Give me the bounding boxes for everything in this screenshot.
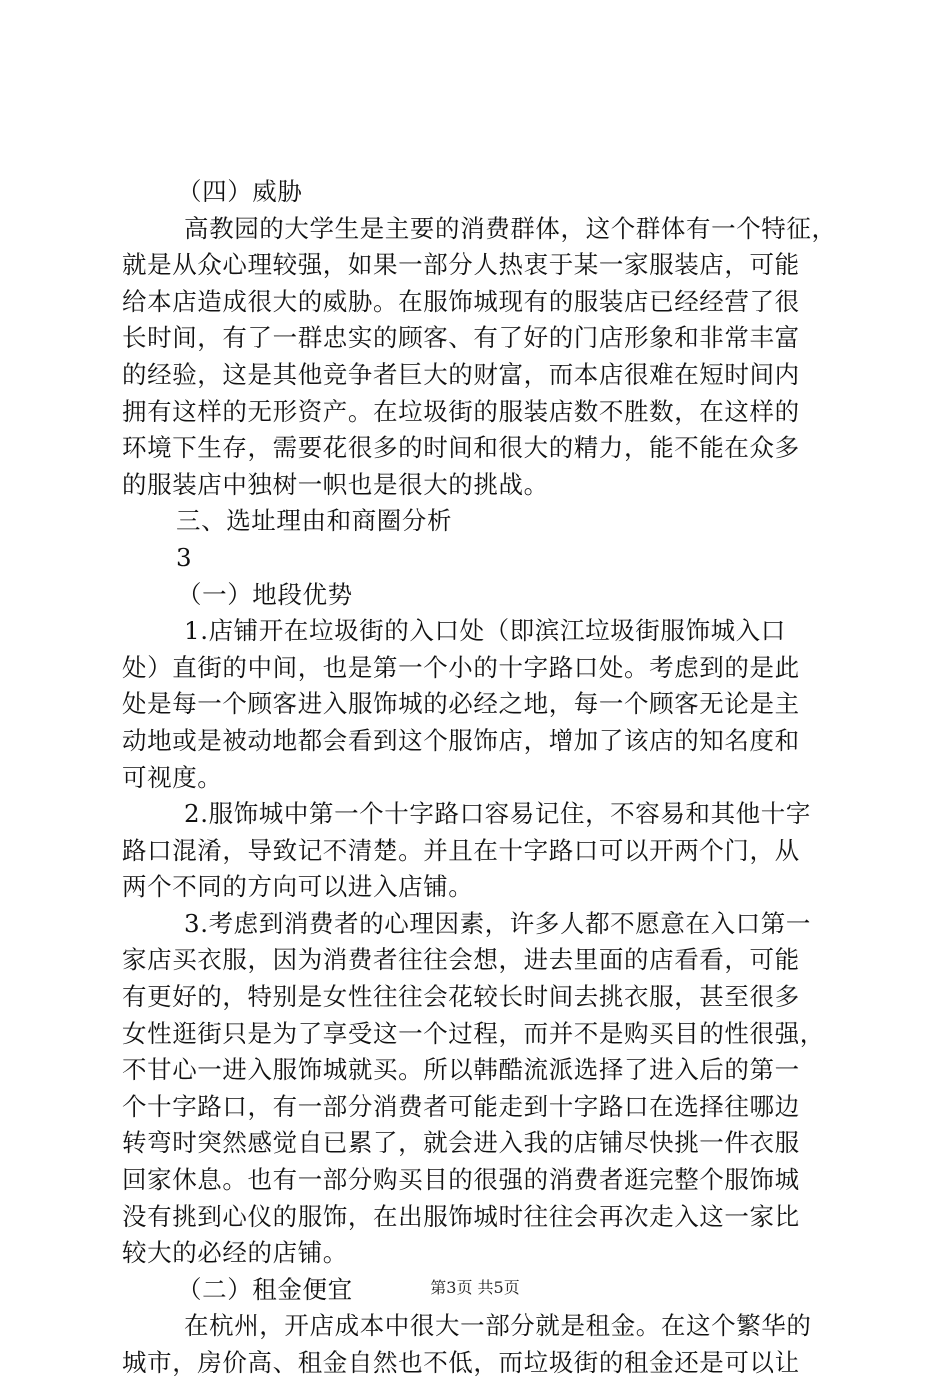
text-line: 家店买衣服，因为消费者往往会想，进去里面的店看看，可能	[122, 945, 800, 975]
text-line: 长时间，有了一群忠实的顾客、有了好的门店形象和非常丰富	[122, 323, 800, 353]
text-line: 女性逛街只是为了享受这一个过程，而并不是购买目的性很强，	[122, 1018, 825, 1048]
text-line: 处是每一个顾客进入服饰城的必经之地，每一个顾客无论是主	[122, 689, 800, 719]
text-line: 3.考虑到消费者的心理因素，许多人都不愿意在入口第一	[184, 908, 811, 938]
text-line: 的经验，这是其他竞争者巨大的财富，而本店很难在短时间内	[122, 359, 800, 389]
text-line: 三、选址理由和商圈分析	[176, 506, 453, 536]
text-line: 的服装店中独树一帜也是很大的挑战。	[122, 469, 549, 499]
text-line: 城市，房价高、租金自然也不低，而垃圾街的租金还是可以让	[122, 1348, 800, 1377]
text-line: 不甘心一进入服饰城就买。所以韩酷流派选择了进入后的第一	[122, 1055, 800, 1085]
text-line: （二）租金便宜	[177, 1274, 353, 1304]
text-line: （一）地段优势	[177, 579, 353, 609]
text-line: 处）直街的中间，也是第一个小的十字路口处。考虑到的是此	[122, 652, 800, 682]
text-line: 较大的必经的店铺。	[122, 1238, 348, 1268]
text-line: 给本店造成很大的威胁。在服饰城现有的服装店已经经营了很	[122, 286, 800, 316]
text-line: 3	[176, 542, 193, 572]
text-line: （四）威胁	[177, 177, 303, 206]
text-line: 高教园的大学生是主要的消费群体，这个群体有一个特征，	[184, 213, 837, 243]
text-line: 1.店铺开在垃圾街的入口处（即滨江垃圾街服饰城入口	[184, 616, 786, 646]
text-line: 有更好的，特别是女性往往会花较长时间去挑衣服，甚至很多	[122, 982, 800, 1012]
text-line: 路口混淆，导致记不清楚。并且在十字路口可以开两个门，从	[122, 835, 800, 865]
text-line: 环境下生存，需要花很多的时间和很大的精力，能不能在众多	[122, 433, 800, 463]
text-line: 2.服饰城中第一个十字路口容易记住，不容易和其他十字	[184, 799, 811, 829]
text-line: 转弯时突然感觉自已累了，就会进入我的店铺尽快挑一件衣服	[122, 1128, 800, 1158]
text-line: 两个不同的方向可以进入店铺。	[122, 872, 474, 902]
document-body	[122, 174, 837, 1382]
text-line: 就是从众心理较强，如果一部分人热衷于某一家服装店，可能	[122, 250, 800, 280]
text-line: 在杭州，开店成本中很大一部分就是租金。在这个繁华的	[184, 1311, 812, 1341]
text-line: 可视度。	[122, 762, 223, 792]
text-line: 回家休息。也有一部分购买目的很强的消费者逛完整个服饰城	[122, 1165, 800, 1195]
text-line: 没有挑到心仪的服饰，在出服饰城时往往会再次走入这一家比	[122, 1201, 800, 1231]
text-line: 拥有这样的无形资产。在垃圾街的服装店数不胜数，在这样的	[122, 396, 800, 426]
text-line: 动地或是被动地都会看到这个服饰店，增加了该店的知名度和	[122, 725, 800, 755]
text-line: 个十字路口，有一部分消费者可能走到十字路口在选择往哪边	[122, 1091, 800, 1121]
page-footer: 第3页 共5页	[430, 1278, 520, 1297]
